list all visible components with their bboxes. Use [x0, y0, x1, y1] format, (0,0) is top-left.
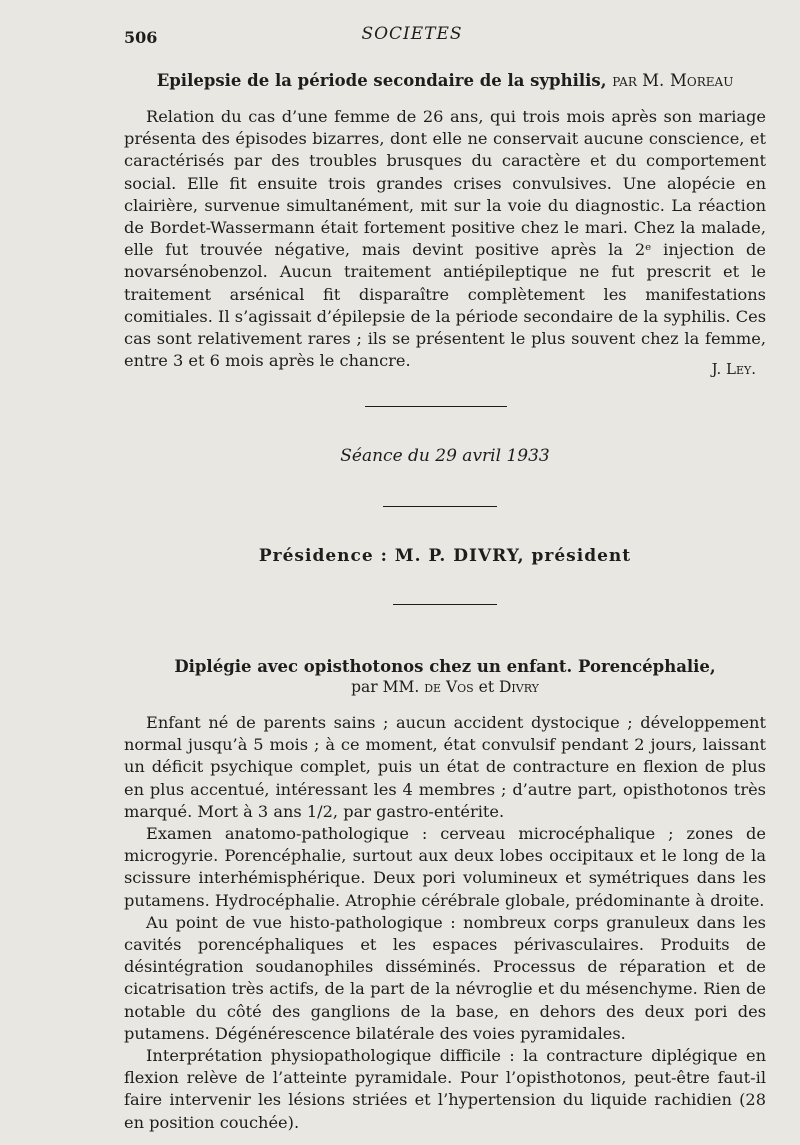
- article2-paragraph-1: Enfant né de parents sains ; aucun accident dystocique ; développement normal jusqu’à 5 mois ; à ce moment, état convulsif pendant 2 jours, laissant un déficit psychique complet, puis un état de contracture en flexion de plus en plus accentué, intéressant les 4 membres ; d’autre part, opisthotonos très marqué. Mort à 3 ans 1/2, par gastro-entérite.: [124, 713, 766, 821]
- article2-paragraph-3: Au point de vue histo-pathologique : nombreux corps granuleux dans les cavités porencéphaliques et les espaces périvasculaires. Produits de désintégration soudanophiles disséminés. Processus de réparation et de cicatrisation très actifs, de la part de la névroglie et du mésenchyme. Rien de notable du côté des ganglions de la base, en dehors des deux pori des putamens. Dégénérescence bilatérale des voies pyramidales.: [124, 912, 766, 1043]
- article2-byline: [124, 678, 766, 696]
- article2-paragraph-4: Interprétation physiopathologique difficile : la contracture diplégique en flexion relève de l’atteinte pyramidale. Pour l’opisthotonos, peut-être faut-il faire intervenir les lésions striées et l’hypertension du liquide rachidien (28 en position couchée).: [124, 1046, 766, 1132]
- article2-author1: de Vos: [424, 678, 474, 696]
- article2-conjunction: et: [478, 678, 495, 696]
- article2-by-prefix: par MM.: [351, 678, 420, 696]
- seance-heading: Séance du 29 avril 1933: [340, 446, 550, 466]
- section-divider: [365, 406, 507, 407]
- section-divider: [383, 506, 497, 507]
- article1-title-text: Epilepsie de la période secondaire de la syphilis,: [156, 71, 607, 90]
- running-head: [124, 24, 760, 48]
- article2-title: Diplégie avec opisthotonos chez un enfant. Porencéphalie,: [174, 657, 716, 676]
- article1-signature: J. Ley.: [711, 360, 756, 378]
- presidence-line: Présidence : M. P. DIVRY, président: [258, 546, 632, 566]
- section-divider: [393, 604, 497, 605]
- article2-body: [124, 712, 766, 1134]
- running-title: SOCIETES: [361, 24, 463, 44]
- article1-author: Moreau: [670, 71, 734, 90]
- page-number: 506: [124, 28, 158, 47]
- article1-body: [124, 106, 766, 372]
- article1-paragraph: Relation du cas d’une femme de 26 ans, qui trois mois après son mariage présenta des épisodes bizarres, dont elle ne conservait aucune conscience, et caractérisés par des troubles brusques du caractère et du comportement social. Elle fit ensuite trois grandes crises convulsives. Une alopécie en clairière, survenue simultanément, mit sur la voie du diagnostic. La réaction de Bordet-Wassermann était fortement positive chez le mari. Chez la malade, elle fut trouvée négative, mais devint positive après la 2ᵉ injection de novarsénobenzol. Aucun traitement antiépileptique ne fut prescrit et le traitement arsénical fit disparaître complètement les manifestations comitiales. Il s’agissait d’épilepsie de la période secondaire de la syphilis. Ces cas sont relativement rares ; ils se présentent le plus souvent chez la femme, entre 3 et 6 mois après le chancre.: [124, 107, 766, 371]
- article1-title: [124, 70, 766, 92]
- article2-paragraph-2: Examen anatomo-pathologique : cerveau microcéphalique ; zones de microgyrie. Porencéphalie, surtout aux deux lobes occipitaux et le long de la scissure interhémisphérique. Deux pori volumineux et symétriques dans les putamens. Hydrocéphalie. Atrophie cérébrale globale, prédominante à droite.: [124, 824, 766, 910]
- article2-author2: Divry: [499, 678, 539, 696]
- article1-by: par M.: [612, 71, 665, 90]
